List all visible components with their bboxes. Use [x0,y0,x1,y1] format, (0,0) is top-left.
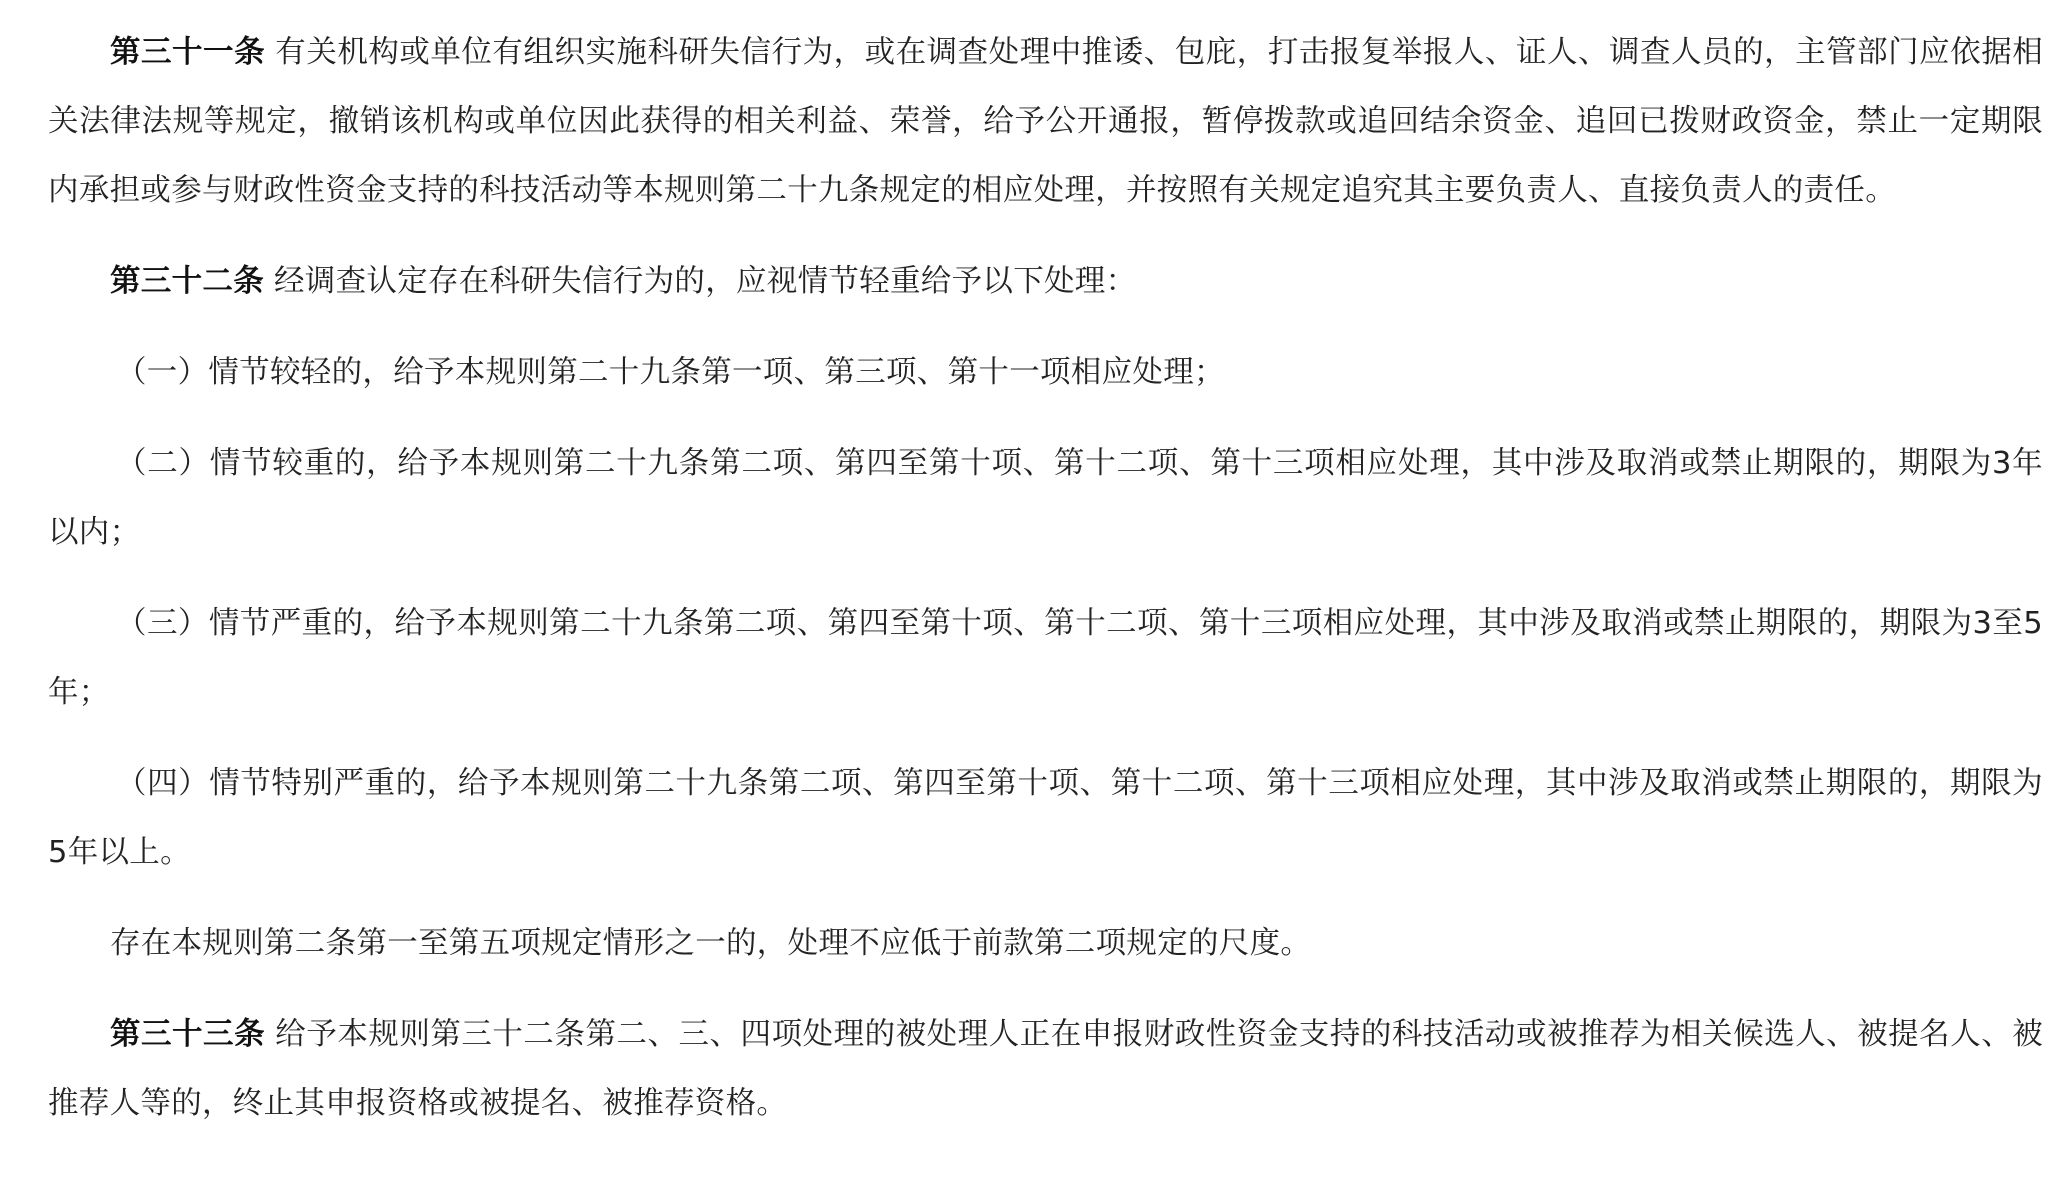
article-32-closing: 存在本规则第二条第一至第五项规定情形之一的，处理不应低于前款第二项规定的尺度。 [110,926,1312,961]
article-32-item-1: （一）情节较轻的，给予本规则第二十九条第一项、第三项、第十一项相应处理； [116,355,1225,390]
article-32-item-4: （四）情节特别严重的，给予本规则第二十九条第二项、第四至第十项、第十二项、第十三项相应处理，其中涉及取消或禁止期限的，期限为5年以上。 [48,766,2043,870]
article-32-item-3: （三）情节严重的，给予本规则第二十九条第二项、第四至第十项、第十二项、第十三项相应处理，其中涉及取消或禁止期限的，期限为3至5年； [48,606,2043,710]
article-33-heading: 第三十三条 [110,1017,266,1052]
article-32-heading: 第三十二条 [110,264,264,299]
article-32-paragraph [48,247,2043,316]
article-31-text: 有关机构或单位有组织实施科研失信行为，或在调查处理中推诿、包庇，打击报复举报人、证人、调查人员的，主管部门应依据相关法律法规等规定，撤销该机构或单位因此获得的相关利益、荣誉，给予公开通报，暂停拨款或追回结余资金、追回已拨财政资金，禁止一定期限内承担或参与财政性资金支持的科技活动等本规则第二十九条规定的相应处理，并按照有关规定追究其主要负责人、直接负责人的责任。 [48,35,2044,208]
article-33-paragraph [48,1000,2043,1138]
article-31-heading: 第三十一条 [110,35,266,70]
article-32-item-2: （二）情节较重的，给予本规则第二十九条第二项、第四至第十项、第十二项、第十三项相应处理，其中涉及取消或禁止期限的，期限为3年以内； [48,446,2043,550]
article-32-text: 经调查认定存在科研失信行为的，应视情节轻重给予以下处理： [264,264,1137,299]
document-body [48,18,2043,1160]
article-31-paragraph [48,18,2043,225]
article-33-text: 给予本规则第三十二条第二、三、四项处理的被处理人正在申报财政性资金支持的科技活动或被推荐为相关候选人、被提名人、被推荐人等的，终止其申报资格或被提名、被推荐资格。 [48,1017,2044,1121]
